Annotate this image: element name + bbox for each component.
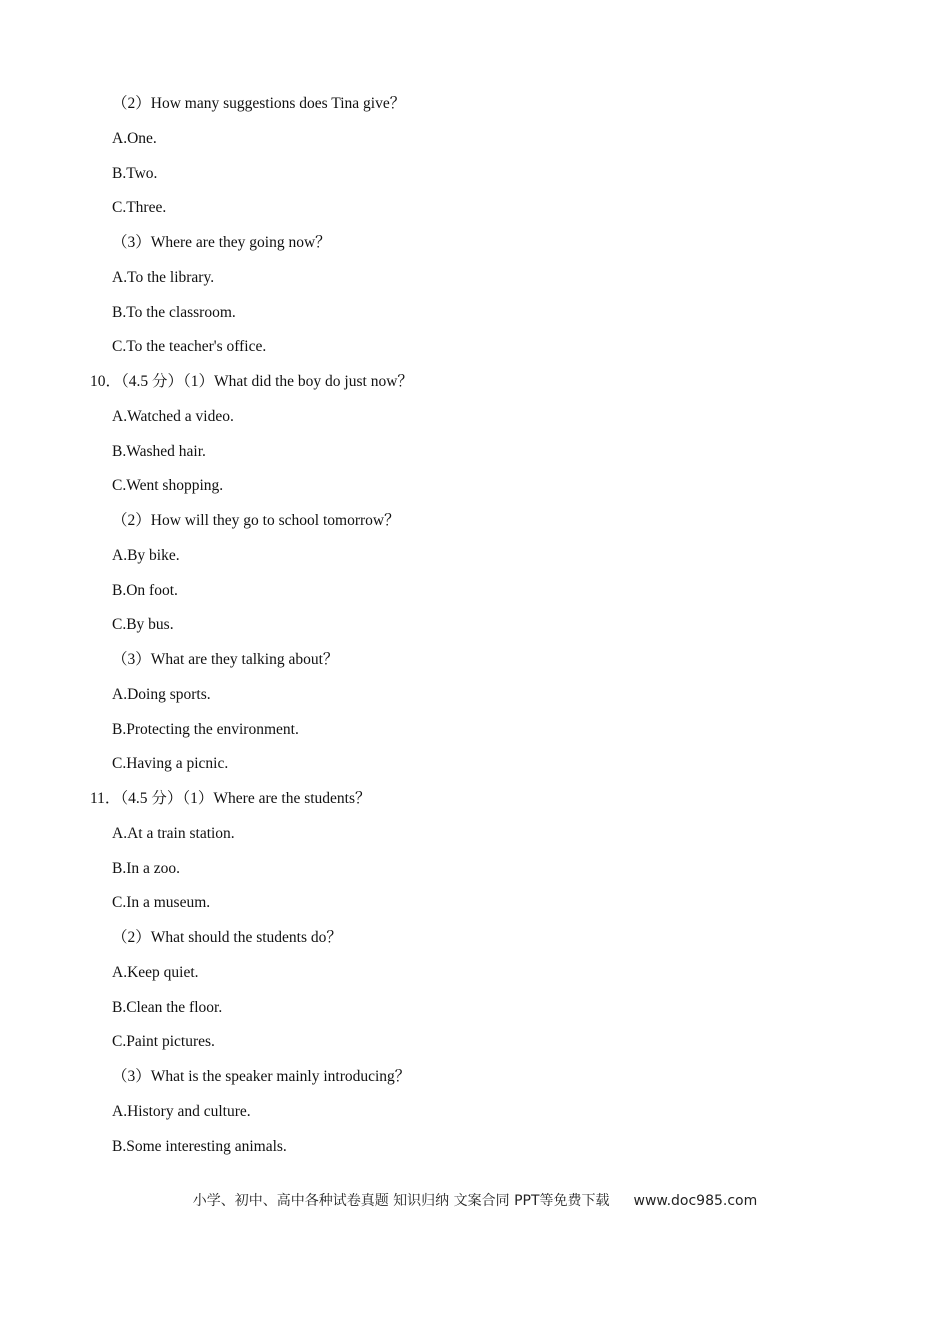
sub-question: （2）What should the students do？ (112, 929, 342, 946)
answer-option: B.Some interesting animals. (112, 1137, 287, 1155)
sub-question: （3）Where are they going now？ (112, 234, 331, 251)
sub-question: （3）What is the speaker mainly introducing？ (112, 1068, 411, 1085)
question-heading: 11．（4.5 分）（1）Where are the students？ (90, 790, 371, 807)
question-heading: 10．（4.5 分）（1）What did the boy do just now？ (90, 373, 413, 390)
answer-option: A.Doing sports. (112, 685, 211, 703)
sub-question: （2）How will they go to school tomorrow？ (112, 512, 400, 529)
answer-option: B.On foot. (112, 581, 178, 599)
answer-option: C.To the teacher's office. (112, 338, 267, 356)
answer-option: A.To the library. (112, 268, 215, 286)
answer-option: A.Watched a video. (112, 407, 234, 425)
answer-option: B.Protecting the environment. (112, 720, 299, 738)
answer-option: C.In a museum. (112, 894, 211, 912)
answer-option: A.Keep quiet. (112, 963, 199, 981)
answer-option: B.Clean the floor. (112, 998, 223, 1016)
answer-option: B.To the classroom. (112, 303, 236, 321)
footer-site: www.doc985.com (633, 1193, 758, 1209)
answer-option: A.By bike. (112, 546, 180, 564)
footer-text: 小学、初中、高中各种试卷真题 知识归纳 文案合同 PPT等免费下载 (192, 1193, 610, 1209)
answer-option: B.In a zoo. (112, 859, 181, 877)
answer-option: C.By bus. (112, 616, 174, 634)
answer-option: B.Two. (112, 164, 158, 182)
answer-option: C.Having a picnic. (112, 755, 229, 773)
answer-option: A.History and culture. (112, 1102, 251, 1120)
sub-question: （2）How many suggestions does Tina give？ (112, 95, 406, 112)
answer-option: C.Went shopping. (112, 477, 224, 495)
answer-option: A.One. (112, 129, 157, 147)
page-footer (0, 1190, 950, 1210)
answer-option: C.Three. (112, 199, 167, 217)
sub-question: （3）What are they talking about？ (112, 651, 339, 668)
answer-option: A.At a train station. (112, 824, 235, 842)
answer-option: C.Paint pictures. (112, 1033, 215, 1051)
answer-option: B.Washed hair. (112, 442, 206, 460)
